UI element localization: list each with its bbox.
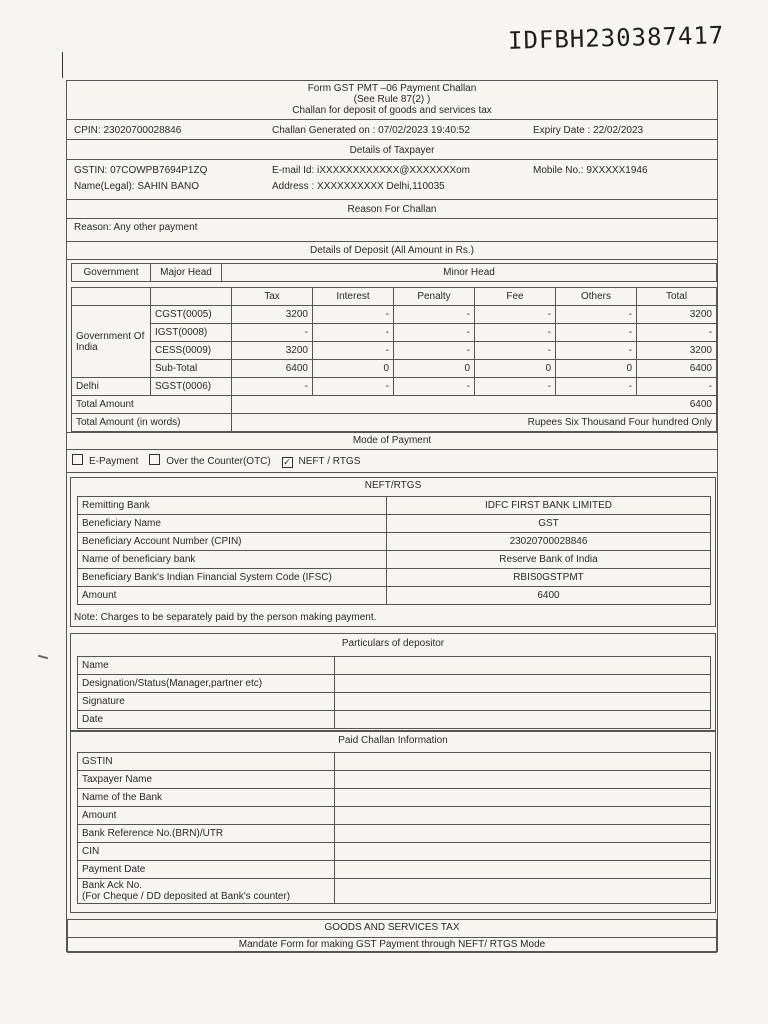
- form-title: Form GST PMT –06 Payment Challan: [307, 83, 477, 94]
- cell: -: [556, 378, 637, 396]
- cell: -: [394, 324, 475, 342]
- total-words-value: Rupees Six Thousand Four hundred Only: [232, 414, 717, 432]
- option-e-payment[interactable]: E-Payment: [72, 456, 138, 467]
- paid-field[interactable]: [335, 771, 711, 789]
- paid-label: Taxpayer Name: [78, 771, 335, 789]
- charges-note: Note: Charges to be separately paid by the person making payment.: [74, 612, 377, 623]
- checkbox-e-payment[interactable]: [72, 454, 83, 465]
- cell: 0: [394, 360, 475, 378]
- form-rule: (See Rule 87(2) ): [353, 94, 431, 105]
- neft-label: Beneficiary Account Number (CPIN): [78, 533, 387, 551]
- neft-value: 6400: [387, 587, 711, 605]
- cell: -: [475, 342, 556, 360]
- neft-table: [77, 496, 711, 605]
- paid-table: [77, 752, 711, 904]
- checkbox-otc[interactable]: [149, 454, 160, 465]
- row-label: IGST(0008): [151, 324, 232, 342]
- col-minor-head: Minor Head: [222, 264, 717, 282]
- expiry-date: Expiry Date : 22/02/2023: [533, 125, 644, 136]
- paid-field[interactable]: [335, 879, 711, 904]
- depositor-table: [77, 656, 711, 729]
- cell: -: [637, 378, 717, 396]
- neft-box: [70, 477, 716, 627]
- neft-label: Name of beneficiary bank: [78, 551, 387, 569]
- taxpayer-email: E-mail Id: iXXXXXXXXXXXX@XXXXXXXom: [272, 165, 471, 176]
- paid-label: Payment Date: [78, 861, 335, 879]
- cell: -: [313, 342, 394, 360]
- taxpayer-address: Address : XXXXXXXXXX Delhi,110035: [272, 181, 445, 192]
- head-table: [71, 263, 717, 282]
- paid-field[interactable]: [335, 753, 711, 771]
- checkbox-neft-rtgs[interactable]: ✓: [283, 457, 291, 467]
- col-government: Government: [72, 264, 151, 282]
- cell: 0: [313, 360, 394, 378]
- depositor-designation-field[interactable]: [335, 675, 711, 693]
- neft-value: RBIS0GSTPMT: [387, 569, 711, 587]
- challan-generated: Challan Generated on : 07/02/2023 19:40:52: [272, 125, 470, 136]
- scan-speck: [38, 655, 48, 660]
- row-label: CGST(0005): [151, 306, 232, 324]
- paid-field[interactable]: [335, 807, 711, 825]
- col-fee: Fee: [475, 288, 556, 306]
- divider: [68, 937, 716, 938]
- option-neft-rtgs[interactable]: ✓ NEFT / RTGS: [283, 456, 361, 467]
- col-others: Others: [556, 288, 637, 306]
- paid-label: Amount: [78, 807, 335, 825]
- cell: 0: [556, 360, 637, 378]
- cell: -: [556, 324, 637, 342]
- depositor-label: Designation/Status(Manager,partner etc): [78, 675, 335, 693]
- depositor-box: [70, 633, 716, 731]
- depositor-label: Signature: [78, 693, 335, 711]
- cell: -: [556, 306, 637, 324]
- cell: 3200: [637, 342, 717, 360]
- paid-heading: Paid Challan Information: [338, 735, 448, 746]
- delhi-label: Delhi: [72, 378, 151, 396]
- footer-subtitle: Mandate Form for making GST Payment through NEFT/ RTGS Mode: [238, 939, 546, 950]
- option-otc[interactable]: Over the Counter(OTC): [149, 456, 270, 467]
- footer-box: [67, 919, 717, 953]
- paid-field[interactable]: [335, 789, 711, 807]
- paid-label: Name of the Bank: [78, 789, 335, 807]
- divider: [67, 432, 717, 433]
- depositor-signature-field[interactable]: [335, 693, 711, 711]
- cell: -: [394, 342, 475, 360]
- paid-field[interactable]: [335, 843, 711, 861]
- handwritten-reference: IDFBH230387417: [507, 21, 725, 55]
- cell: -: [313, 306, 394, 324]
- divider: [67, 199, 717, 200]
- row-label: SGST(0006): [151, 378, 232, 396]
- divider: [67, 159, 717, 160]
- challan-sheet: [66, 80, 718, 952]
- taxpayer-mobile: Mobile No.: 9XXXXX1946: [533, 165, 648, 176]
- cell: -: [313, 324, 394, 342]
- cell: 3200: [637, 306, 717, 324]
- taxpayer-heading: Details of Taxpayer: [349, 145, 435, 156]
- divider: [67, 241, 717, 242]
- row-label: CESS(0009): [151, 342, 232, 360]
- neft-label: Beneficiary Bank's Indian Financial System Code (IFSC): [78, 569, 387, 587]
- deposit-table: [71, 287, 717, 432]
- cell: -: [556, 342, 637, 360]
- mode-options: [72, 454, 360, 468]
- form-header: [67, 83, 717, 116]
- total-amount-label: Total Amount: [72, 396, 232, 414]
- total-amount-value: 6400: [232, 396, 717, 414]
- row-label: Sub-Total: [151, 360, 232, 378]
- paid-label: Bank Reference No.(BRN)/UTR: [78, 825, 335, 843]
- neft-label: Remitting Bank: [78, 497, 387, 515]
- col-penalty: Penalty: [394, 288, 475, 306]
- cell: -: [475, 378, 556, 396]
- col-major-head: Major Head: [151, 264, 222, 282]
- form-subtitle: Challan for deposit of goods and services tax: [292, 105, 492, 116]
- cell: -: [232, 324, 313, 342]
- paid-label: GSTIN: [78, 753, 335, 771]
- divider: [67, 472, 717, 473]
- depositor-label: Name: [78, 657, 335, 675]
- cell: -: [475, 306, 556, 324]
- margin-mark: [62, 52, 63, 78]
- depositor-name-field[interactable]: [335, 657, 711, 675]
- cell: 0: [475, 360, 556, 378]
- neft-heading: NEFT/RTGS: [364, 480, 422, 491]
- footer-title: GOODS AND SERVICES TAX: [324, 922, 460, 933]
- divider: [67, 218, 717, 219]
- reason-heading: Reason For Challan: [347, 204, 437, 215]
- cell: -: [313, 378, 394, 396]
- depositor-heading: Particulars of depositor: [341, 638, 445, 649]
- paid-box: [70, 731, 716, 913]
- depositor-label: Date: [78, 711, 335, 729]
- cpin: CPIN: 23020700028846: [74, 125, 182, 136]
- divider: [67, 139, 717, 140]
- neft-value: IDFC FIRST BANK LIMITED: [387, 497, 711, 515]
- cell: 3200: [232, 342, 313, 360]
- cell: 6400: [637, 360, 717, 378]
- paid-label: CIN: [78, 843, 335, 861]
- deposit-heading: Details of Deposit (All Amount in Rs.): [310, 245, 474, 256]
- neft-label: Amount: [78, 587, 387, 605]
- taxpayer-gstin: GSTIN: 07COWPB7694P1ZQ: [74, 165, 208, 176]
- paid-field[interactable]: [335, 861, 711, 879]
- col-interest: Interest: [313, 288, 394, 306]
- cell: -: [637, 324, 717, 342]
- cell: -: [232, 378, 313, 396]
- depositor-date-field[interactable]: [335, 711, 711, 729]
- cell: -: [475, 324, 556, 342]
- cell: -: [394, 306, 475, 324]
- col-total: Total: [637, 288, 717, 306]
- gov-of-india-label: Government Of India: [72, 306, 151, 378]
- neft-value: 23020700028846: [387, 533, 711, 551]
- cell: 6400: [232, 360, 313, 378]
- neft-value: Reserve Bank of India: [387, 551, 711, 569]
- neft-label: Beneficiary Name: [78, 515, 387, 533]
- divider: [67, 119, 717, 120]
- cell: -: [394, 378, 475, 396]
- total-words-label: Total Amount (in words): [72, 414, 232, 432]
- divider: [67, 259, 717, 260]
- paid-field[interactable]: [335, 825, 711, 843]
- cell: 3200: [232, 306, 313, 324]
- col-tax: Tax: [232, 288, 313, 306]
- neft-value: GST: [387, 515, 711, 533]
- divider: [67, 449, 717, 450]
- reason-text: Reason: Any other payment: [74, 222, 198, 233]
- mode-heading: Mode of Payment: [352, 435, 432, 446]
- bank-ack-label: Bank Ack No. (For Cheque / DD deposited at Bank's counter): [78, 879, 335, 904]
- taxpayer-name: Name(Legal): SAHIN BANO: [74, 181, 200, 192]
